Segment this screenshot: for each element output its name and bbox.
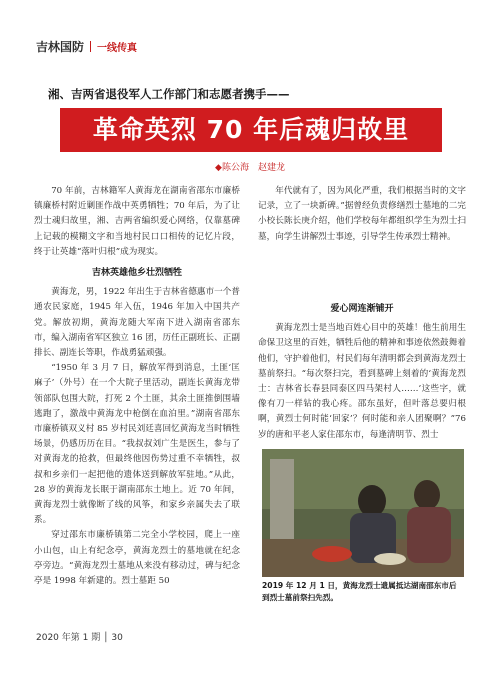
left-column [34,184,240,589]
section-label: 一线传真 [97,42,138,54]
photo-illustration [262,449,464,577]
body-paragraph: 黄海龙烈士是当地百姓心目中的英雄！他生前用生命保卫这里的百姓，牺牲后他的精神和事迹依然鼓舞着他们，守护着他们，村民们每年清明都会到黄海龙烈士墓前祭扫。“每次祭扫完，看到墓碑上刻着的‘黄海龙烈士：吉林省长春县同泰区四马架村人……’这些字，就像有刀一样钻的我心疼。邵东虽好，但叶落总要归根啊，黄烈士何时能‘回家’？何时能和亲人团聚啊？”76 岁的唐和平老人家住邵东市，每逢清明节、烈士 [258,323,466,440]
header-divider [90,41,91,52]
photo-caption: 2019 年 12 月 1 日，黄海龙烈士遗属抵达湖南邵东市后到烈士墓前祭扫先烈。 [262,581,457,602]
section-subheading: 吉林英雄他乡壮烈牺牲 [91,268,182,279]
right-column-top [258,184,466,245]
body-paragraph: 黄海龙，男，1922 年出生于吉林省德惠市一个普通农民家庭，1945 年入伍，1946 年加入中国共产党。解放初期，黄海龙随大军南下进入湖南省邵东市，编入湖南省军区独立 16 团，历任正副班长、正副排长、副连长等职，作战勇猛顽强。 [34,287,240,359]
body-paragraph: “1950 年 3 月 7 日，解放军得到消息，土匪‘匡麻子’（外号）在一个大院子里活动，副连长黄海龙带领部队包围大院，打死 2 个土匪，其余土匪推倒围墙逃跑了，激战中黄海龙中枪倒在血泊里。”湖南省邵东市廉桥镇双义村 85 岁村民刘廷喜回忆黄海龙当时牺牲场景，仍感历历在目。“我叔叔刘广生是医生，参与了对黄海龙的抢救，但最终他因伤势过重不幸牺牲，叔叔和乡亲们一起把他的遗体送到解放军驻地。”从此，28 岁的黄海龙长眠于湖南邵东土地上。近 70 年间，黄海龙烈士就像断了线的风筝，和家乡亲属失去了联系。 [34,363,240,526]
article-title: 革命英烈 70 年后魂归故里 [92,115,410,144]
article-byline: ◆陈公海 赵建龙 [215,163,285,173]
magazine-logo: 吉林国防 [36,39,85,54]
memorial-photo [262,449,464,577]
section-subheading: 爱心网连渐铺开 [330,304,394,314]
body-paragraph: 70 年前，吉林籍军人黄海龙在湖南省邵东市廉桥镇廉桥村附近剿匪作战中英勇牺牲；70 年后，为了让烈士魂归故里，湘、吉两省编织爱心网络，仅靠墓碑上记载的模糊文字和当地村民口口相传的记忆片段，终于让英雄“落叶归根”成为现实。 [34,186,240,257]
right-column-middle [258,296,466,443]
page-footer: 2020 年第 1 期 │ 30 [36,633,123,643]
body-paragraph: 穿过邵东市廉桥镇第二完全小学校园，爬上一座小山包，山上有纪念亭，黄海龙烈士的墓地就在纪念亭旁边。“黄海龙烈士墓地从来没有移动过，碑与纪念亭是 1998 年新建的。烈士墓距 50 [34,530,240,587]
page-header [36,38,137,54]
title-banner [60,108,442,152]
article-kicker: 湘、吉两省退役军人工作部门和志愿者携手—— [48,87,290,101]
body-paragraph: 年代就有了，因为风化严重，我们根据当时的文字记录，立了一块新碑。”据曾经负责修缮烈士墓地的二完小校长陈长庚介绍，他们学校每年都组织学生为烈士扫墓，向学生讲解烈士事迹，引导学生传承烈士精神。 [258,186,466,242]
